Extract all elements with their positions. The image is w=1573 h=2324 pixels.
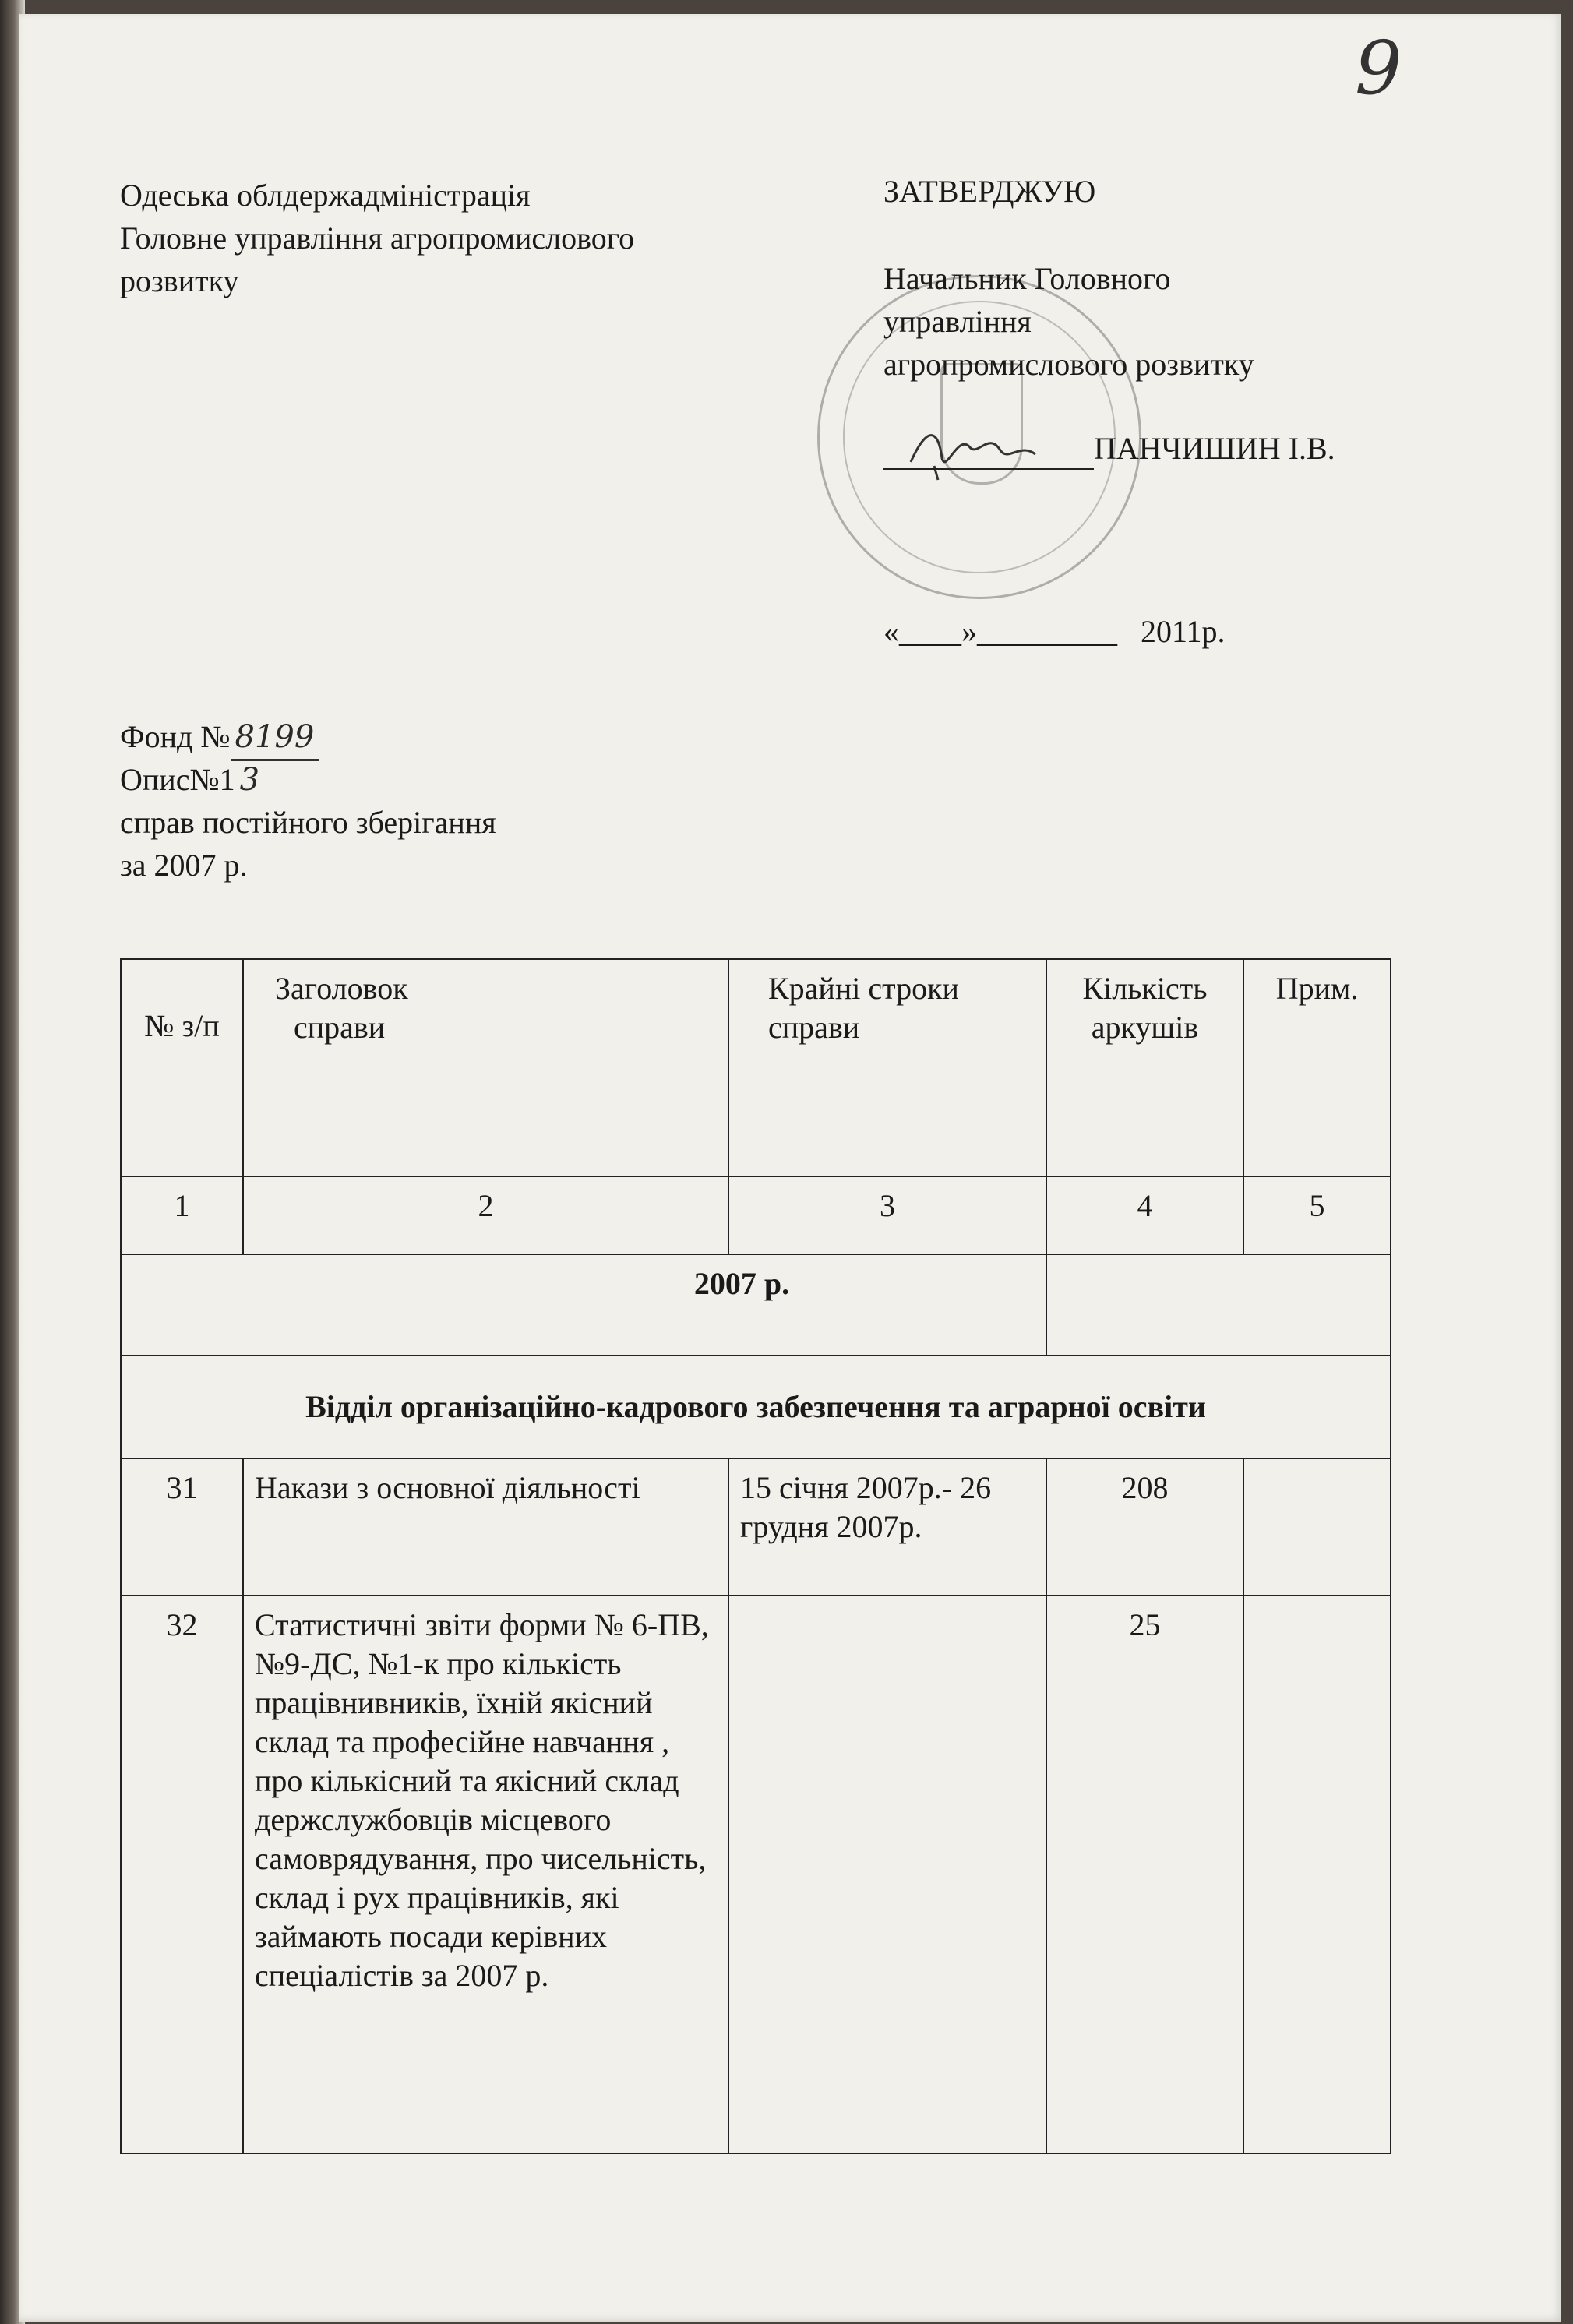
header-sheets-line2: аркушів — [1091, 1010, 1199, 1045]
row-num: 31 — [121, 1458, 243, 1596]
approval-date-year: 2011р. — [1141, 614, 1226, 649]
column-number-row — [121, 1176, 1391, 1254]
row-note — [1243, 1458, 1391, 1596]
fond-label: Фонд № — [120, 719, 231, 754]
table-row — [121, 1596, 1391, 2153]
org-name-line1: Одеська облдержадміністрація — [120, 178, 531, 213]
column-number: 4 — [1046, 1176, 1243, 1254]
approval-position-line3: агропромислового розвитку — [883, 347, 1254, 382]
approval-signature-line — [883, 427, 1335, 470]
section-row — [121, 1356, 1391, 1458]
fond-storage-type: справ постійного зберігання — [120, 805, 496, 840]
header-dates — [728, 959, 1046, 1176]
row-dates — [728, 1596, 1046, 2153]
header-title-line2: справи — [294, 1010, 386, 1045]
opys-number: 3 — [239, 762, 260, 798]
org-name-line2: Головне управління агропромислового — [120, 220, 635, 256]
row-note — [1243, 1596, 1391, 2153]
opys-label: Опис№1 — [120, 762, 235, 797]
row-dates: 15 січня 2007р.- 26 грудня 2007р. — [728, 1458, 1046, 1596]
row-title: Накази з основної діяльності — [243, 1458, 728, 1596]
org-name-line3: розвитку — [120, 263, 239, 298]
approval-position-line1: Начальник Головного — [883, 261, 1171, 296]
year-heading: 2007 р. — [121, 1254, 1046, 1356]
fond-year: за 2007 р. — [120, 848, 248, 883]
table-header-row — [121, 959, 1391, 1176]
row-sheets: 25 — [1046, 1596, 1243, 2153]
header-dates-line2: справи — [768, 1010, 860, 1045]
fond-number: 8199 — [231, 716, 319, 761]
year-row — [121, 1254, 1391, 1356]
header-title-line1: Заголовок — [275, 971, 408, 1006]
column-number: 2 — [243, 1176, 728, 1254]
header-dates-line1: Крайні строки — [768, 971, 959, 1006]
header-sheets-line1: Кількість — [1082, 971, 1208, 1006]
column-number: 5 — [1243, 1176, 1391, 1254]
row-num: 32 — [121, 1596, 243, 2153]
approval-date-blank: «____»_________ — [883, 614, 1117, 649]
approval-title: ЗАТВЕРДЖУЮ — [883, 174, 1096, 209]
header-note: Прим. — [1243, 959, 1391, 1176]
approval-date — [883, 610, 1226, 653]
section-heading: Відділ організаційно-кадрового забезпечення та аграрної освіти — [121, 1356, 1391, 1458]
column-number: 3 — [728, 1176, 1046, 1254]
header-num: № з/п — [121, 959, 243, 1176]
inventory-table — [120, 958, 1391, 2154]
approval-position-line2: управління — [883, 304, 1032, 339]
opys-line — [120, 758, 264, 802]
approval-signatory: ПАНЧИШИН І.В. — [1094, 431, 1335, 466]
header-sheets — [1046, 959, 1243, 1176]
column-number: 1 — [121, 1176, 243, 1254]
year-row-empty — [1046, 1254, 1391, 1356]
row-sheets: 208 — [1046, 1458, 1243, 1596]
row-title: Статистичні звіти форми № 6-ПВ, №9-ДС, №1-к про кількість працівнивників, їхній якісний склад та професійне навчання , про кількісний та якісний склад держслужбовців місцевого самоврядування, про чисельність, склад і рух працівників, які займають посади керівних спеціалістів за 2007 р. — [243, 1596, 728, 2153]
folio-number: 9 — [1355, 26, 1402, 111]
table-row — [121, 1458, 1391, 1596]
header-title — [243, 959, 728, 1176]
fond-line — [120, 715, 319, 761]
